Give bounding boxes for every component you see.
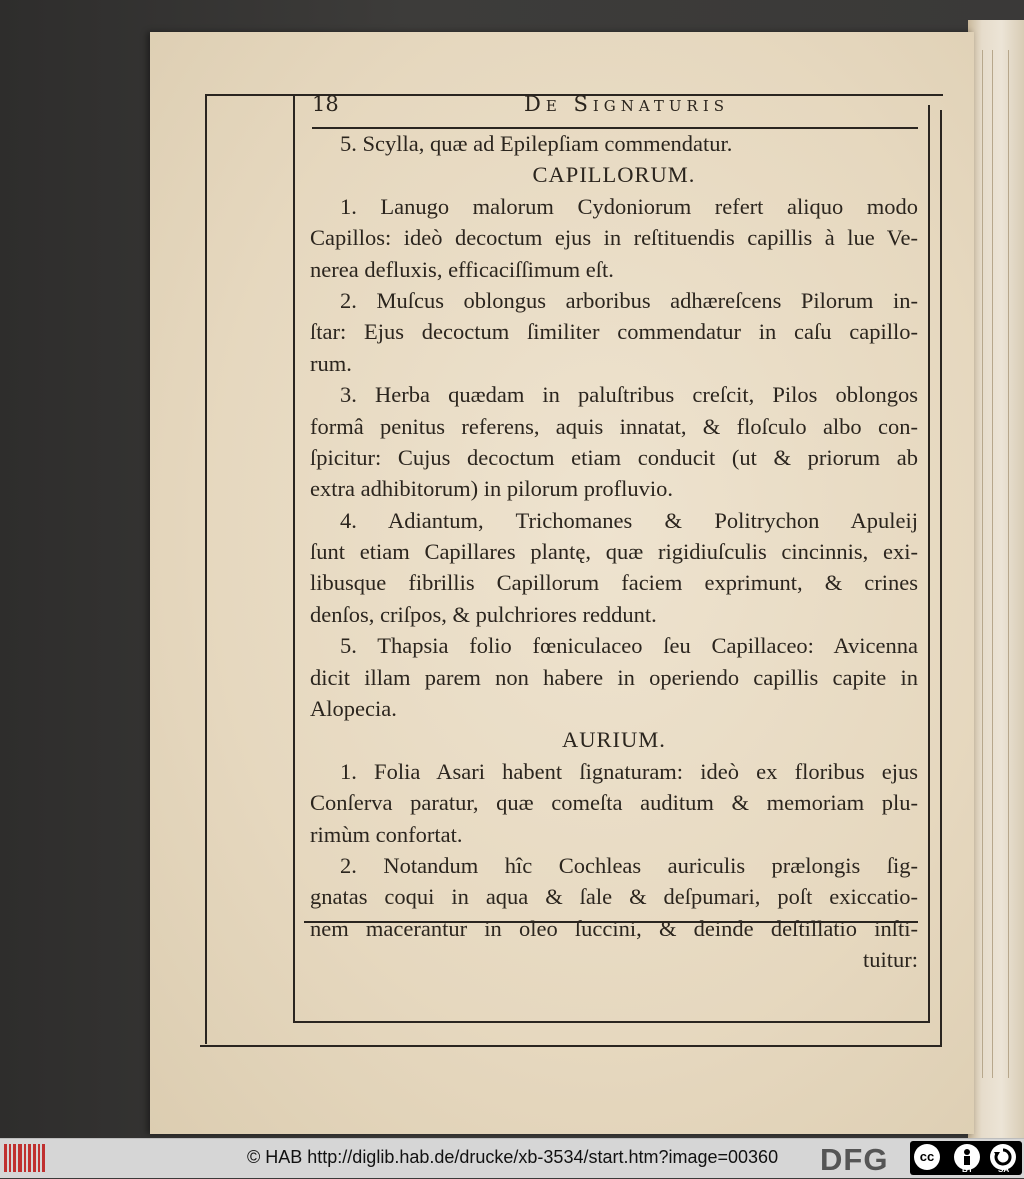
text-line: 3. Herba quædam in paluſtribus creſcit, Pilos oblongos <box>340 382 918 408</box>
license-by-label: BY <box>962 1165 974 1174</box>
text-line: nerea defluxis, efficaciſſimum eſt. <box>310 256 614 282</box>
frame-bottom-outer <box>200 1045 942 1047</box>
text-line: ſunt etiam Capillares plantę, quæ rigidiuſculis cincinnis, exi- <box>310 539 918 565</box>
text-line: ſpicitur: Cujus decoctum etiam conducit (ut & priorum ab <box>310 444 918 470</box>
text-line: Conſerva paratur, quæ comeſta auditum & memoriam plu- <box>310 790 918 816</box>
text-line: tuitur: <box>863 947 918 973</box>
text-line: dicit illam parem non habere in operiendo capillis capite in <box>310 664 918 690</box>
text-line: nem macerantur in oleo ſuccini, & deinde deſtillatio inſti- <box>310 915 918 941</box>
text-line: CAPILLORUM. <box>532 162 696 188</box>
text-line: AURIUM. <box>562 727 666 753</box>
license-sa-label: SA <box>998 1165 1010 1174</box>
attribution-link[interactable]: © HAB http://diglib.hab.de/drucke/xb-3534/start.htm?image=00360 <box>247 1147 779 1167</box>
text-line: Capillos: ideò decoctum ejus in reſtituendis capillis à lue Ve- <box>310 225 918 251</box>
text-line: rum. <box>310 350 352 376</box>
text-line: 4. Adiantum, Trichomanes & Politrychon Apuleij <box>340 507 918 533</box>
text-line: 2. Notandum hîc Cochleas auriculis prælongis ſig- <box>340 852 918 878</box>
running-head: De Signaturis <box>524 92 730 116</box>
dfg-logo: DFG <box>820 1142 889 1177</box>
frame-bottom-inner <box>293 1021 930 1023</box>
frame-right-outer <box>940 110 942 1046</box>
text-line: ſtar: Ejus decoctum ſimiliter commendatur in caſu capillo- <box>310 319 918 345</box>
adjacent-pages <box>968 20 1024 1138</box>
body-text <box>310 128 918 976</box>
text-line: denſos, criſpos, & pulchriores reddunt. <box>310 601 657 627</box>
footer-bar <box>0 1138 1024 1178</box>
text-line: 5. Thapsia folio fœniculaceo ſeu Capillaceo: Avicenna <box>340 633 918 659</box>
text-line: extra adhibitorum) in pilorum profluvio. <box>310 476 674 502</box>
text-line: formâ penitus referens, aquis innatat, & floſculo albo con- <box>310 413 918 439</box>
text-line: 5. Scylla, quæ ad Epilepſiam commendatur. <box>340 131 733 156</box>
text-line: rimùm confortat. <box>310 821 463 847</box>
text-line: 1. Lanugo malorum Cydoniorum refert aliquo modo <box>340 193 918 219</box>
text-line: libusque fibrillis Capillorum faciem exprimunt, & crines <box>310 570 918 596</box>
page-header <box>312 92 918 122</box>
frame-left-inner <box>293 94 295 1022</box>
text-line: 2. Muſcus oblongus arboribus adhæreſcens Pilorum in- <box>340 287 918 313</box>
barcode-icon <box>4 1144 48 1172</box>
frame-left-outer <box>205 94 207 1044</box>
text-line: gnatas coqui in aqua & ſale & deſpumari, poſt exiccatio- <box>310 884 918 910</box>
text-line: 1. Folia Asari habent ſignaturam: ideò ex floribus ejus <box>340 758 918 784</box>
page-number: 18 <box>312 92 339 116</box>
frame-right-inner <box>928 105 930 1022</box>
cc-icon: cc <box>914 1144 940 1170</box>
cc-license-badge[interactable] <box>910 1141 1022 1175</box>
text-line: Alopecia. <box>310 696 397 722</box>
